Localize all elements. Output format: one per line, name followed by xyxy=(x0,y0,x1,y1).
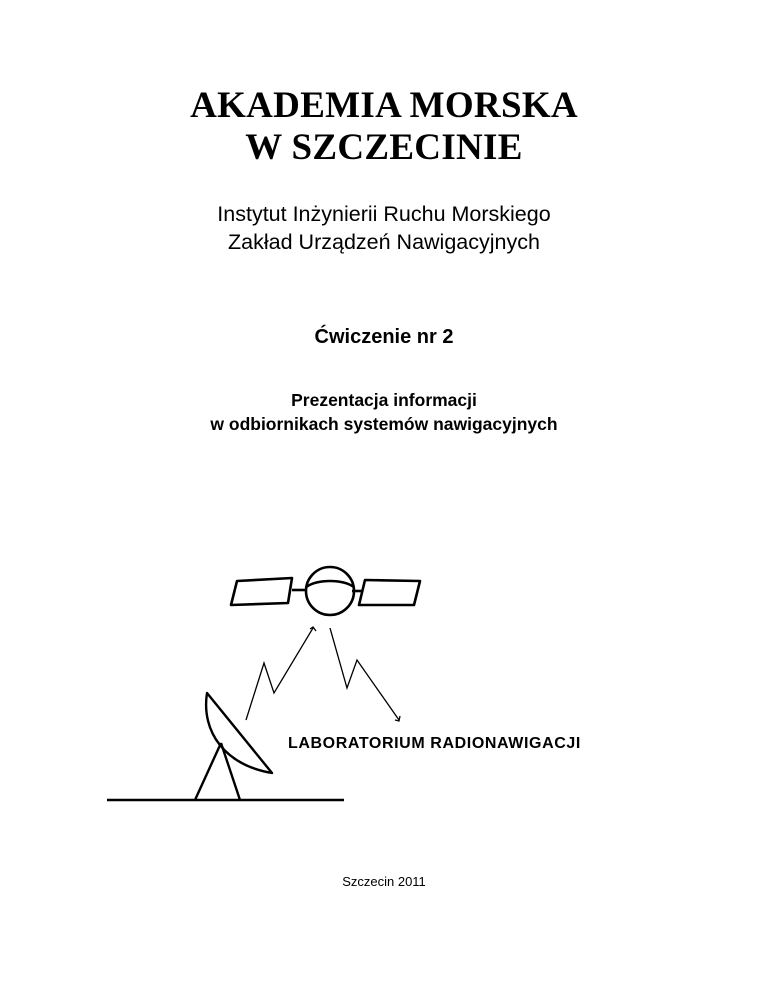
satellite-icon xyxy=(231,567,420,615)
institute-name: Instytut Inżynierii Ruchu Morskiego xyxy=(217,202,551,226)
exercise-number: Ćwiczenie nr 2 xyxy=(314,326,454,348)
department-name: Zakład Urządzeń Nawigacyjnych xyxy=(228,230,540,254)
exercise-title-line1: Prezentacja informacji xyxy=(291,390,477,410)
place-and-year: Szczecin 2011 xyxy=(342,874,426,889)
institution-name-line2: W SZCZECINIE xyxy=(245,127,523,168)
laboratory-label: LABORATORIUM RADIONAWIGACJI xyxy=(288,735,581,752)
satellite-dish-icon xyxy=(195,693,272,800)
institution-name-line1: AKADEMIA MORSKA xyxy=(190,85,578,126)
exercise-title-line2: w odbiornikach systemów nawigacyjnych xyxy=(210,414,558,434)
signal-path-icon xyxy=(246,627,400,721)
